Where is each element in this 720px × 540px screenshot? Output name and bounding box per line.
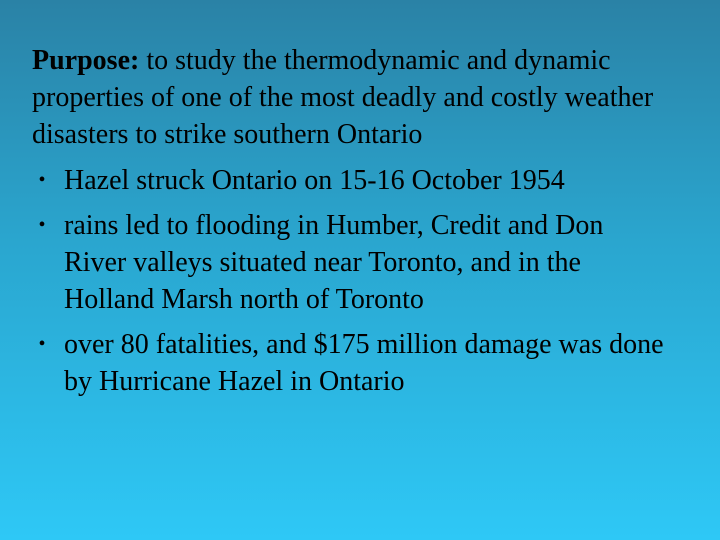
bullet-text: rains led to flooding in Humber, Credit and Don River valleys situated near Toronto, and in the Holland Marsh north of Toronto xyxy=(64,210,604,315)
bullet-item xyxy=(32,326,672,400)
bullet-item xyxy=(32,162,672,199)
bullet-text: over 80 fatalities, and $175 million damage was done by Hurricane Hazel in Ontario xyxy=(64,329,664,397)
purpose-label: Purpose: xyxy=(32,45,140,76)
bullet-list xyxy=(32,162,672,408)
bullet-marker: • xyxy=(38,333,46,355)
bullet-marker: • xyxy=(38,214,46,236)
purpose-paragraph xyxy=(32,42,702,153)
bullet-item xyxy=(32,207,672,318)
purpose-text: to study the thermodynamic and dynamic properties of one of the most deadly and costly weather disasters to strike southern Ontario xyxy=(32,45,654,150)
bullet-text: Hazel struck Ontario on 15-16 October 1954 xyxy=(64,165,565,196)
bullet-marker: • xyxy=(38,169,46,191)
